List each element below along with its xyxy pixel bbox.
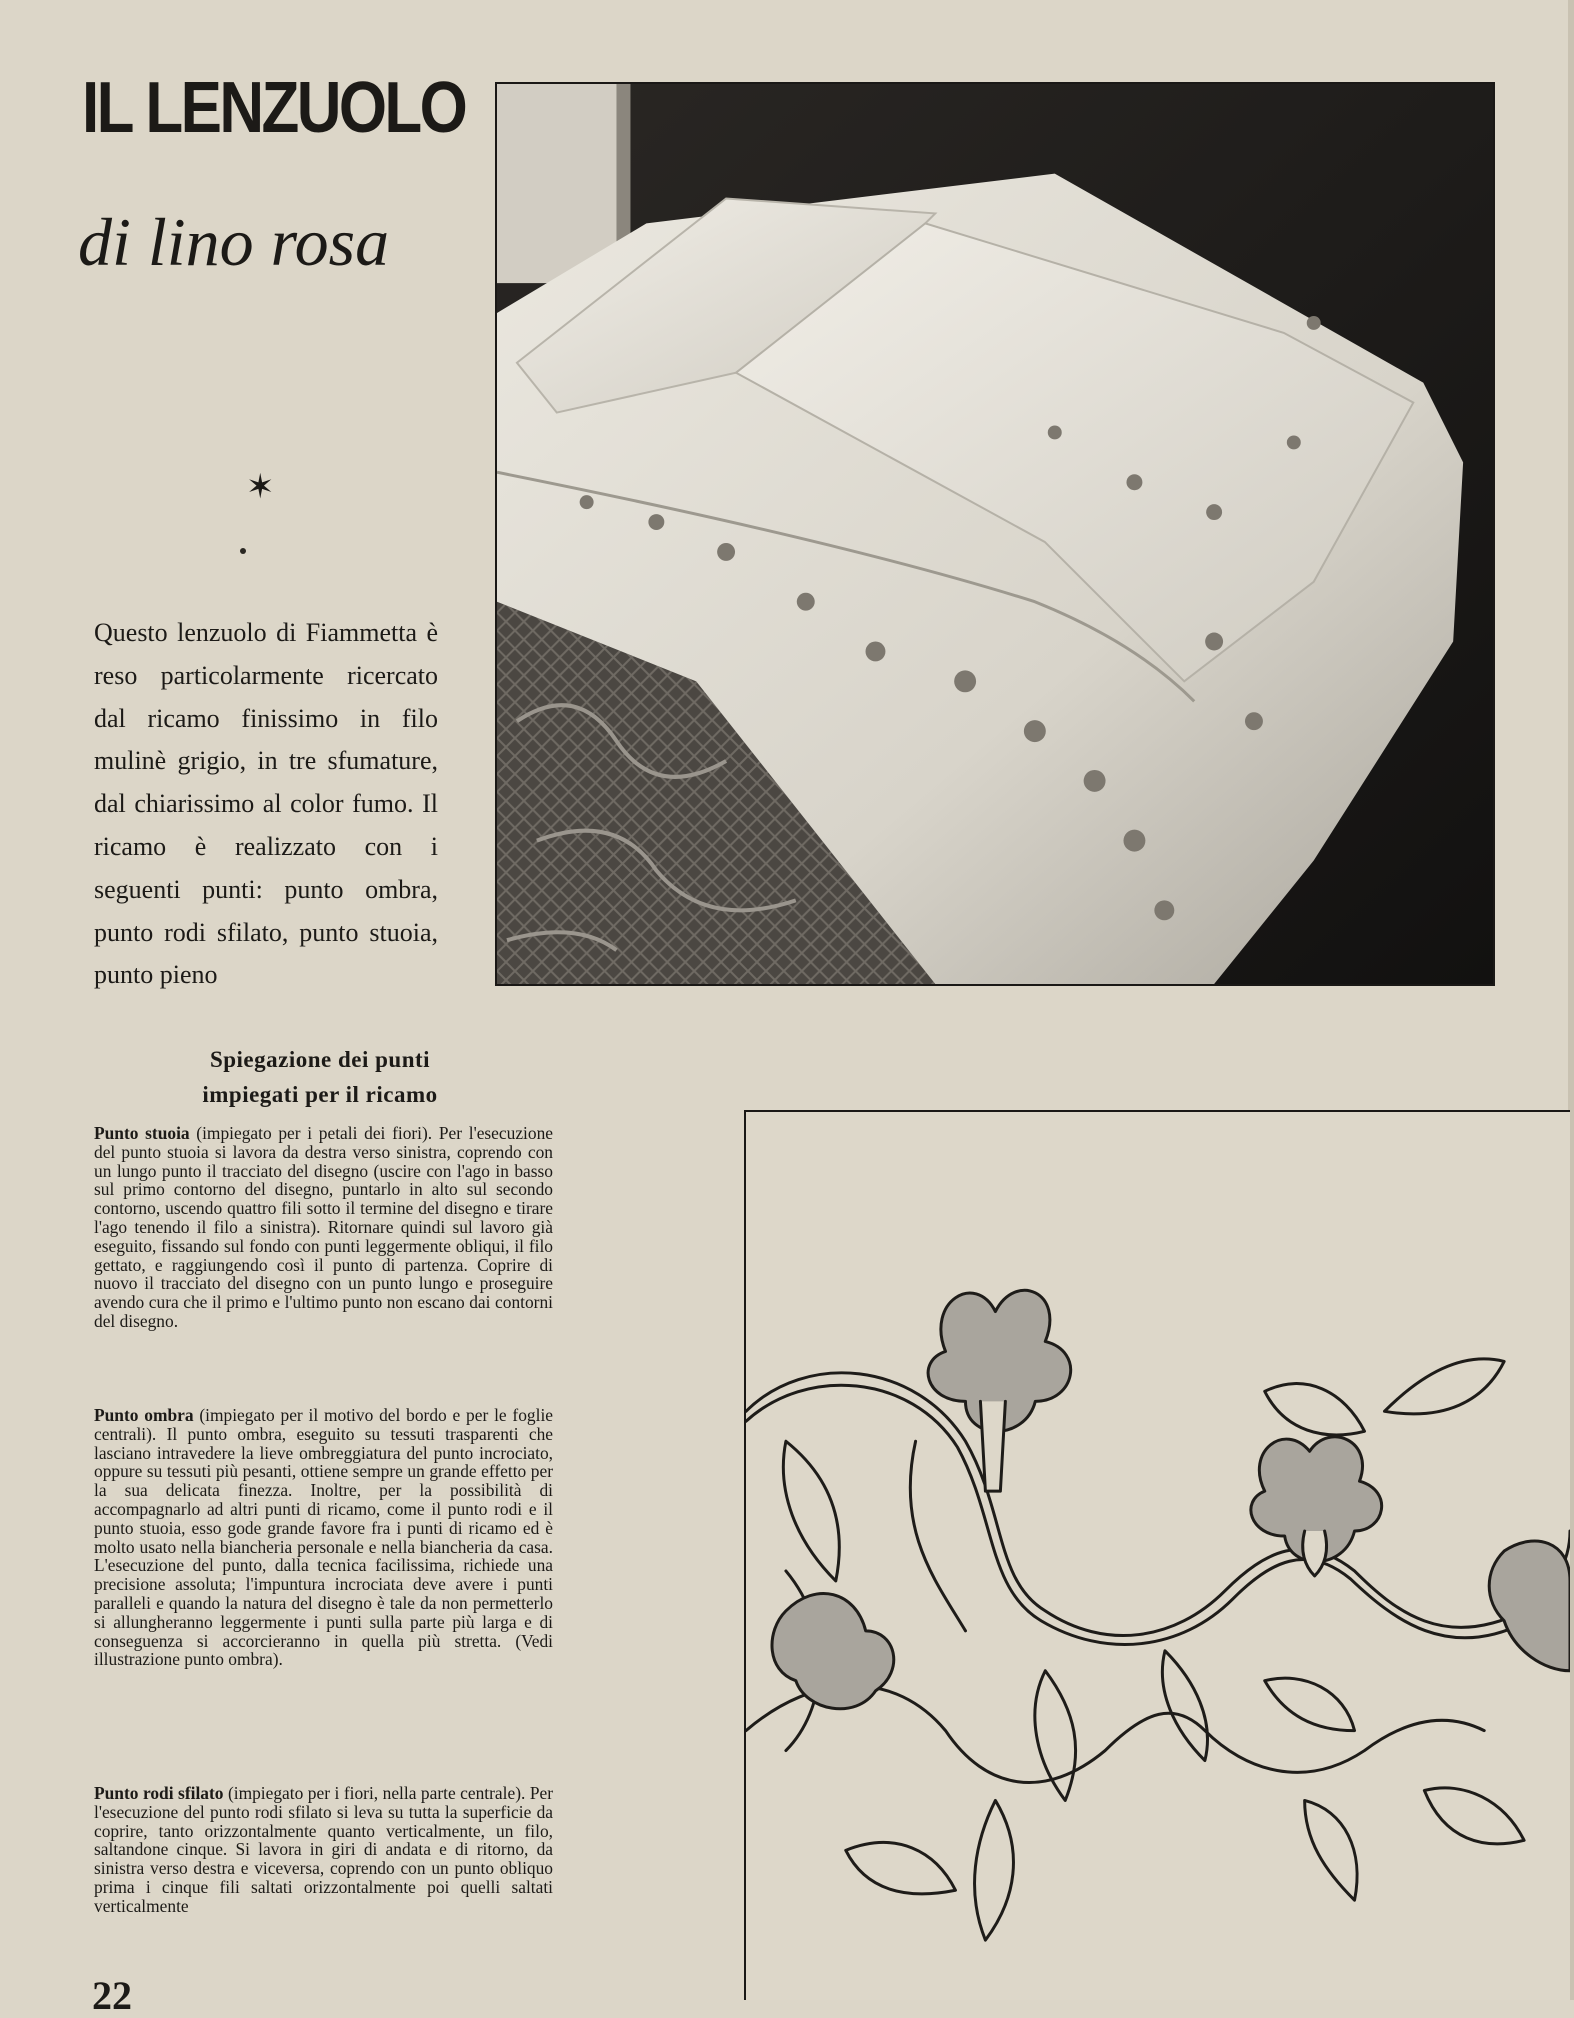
section-heading-line-2: impiegati per il ricamo bbox=[202, 1082, 438, 1107]
floral-border-pattern bbox=[746, 1112, 1570, 2000]
bed-sheet-photo bbox=[495, 82, 1495, 986]
text-punto-ombra: (impiegato per il motivo del bordo e per le foglie centrali). Il punto ombra, eseguito su tessuti trasparenti che lasciano intravedere la lieve ombreggiatura del punto incrociato, oppure su tessuti più pesanti, ottiene sempre un grande effetto per la sua delicata finezza. Inoltre, per la possibilità di accompagnarlo ad altri punti di ricamo, come il punto rodi e il punto stuoia, esso gode grande favore fra i punti di ricamo ed è molto usato nella biancheria personale e nella biancheria da casa. L'esecuzione del punto, dalla tecnica facilissima, richiede una precisione assoluta; l'impuntura incrociata deve avere i punti paralleli e quando la natura del disegno è tale da non permetterlo si allungheranno leggermente i punti sulla parte più larga e di conseguenza si accorcieranno in quella più stretta. (Vedi illustrazione punto ombra). bbox=[94, 1405, 553, 1670]
page-number: 22 bbox=[92, 1973, 132, 2018]
embroidery-pattern-drawing bbox=[744, 1110, 1570, 2000]
section-heading bbox=[140, 1042, 500, 1112]
asterisk-ornament-icon: ✶ bbox=[246, 467, 275, 507]
section-heading-line-1: Spiegazione dei punti bbox=[209, 1047, 431, 1072]
text-punto-stuoia: (impiegato per i petali dei fiori). Per l'esecuzione del punto stuoia si lavora da destra verso sinistra, coprendo con un lungo punto il tracciato del disegno (uscire con l'ago in basso sul primo contorno del disegno, puntarlo in alto sul secondo contorno, uscendo quattro fili sotto il termine del disegno e tirare l'ago tenendo il filo a sinistra). Ritornare quindi sul lavoro già eseguito, fissando sul fondo con punti leggermente obliqui, il filo gettato, e raggiungendo così il punto di partenza. Coprire di nuovo il tracciato del disegno con un punto lungo e proseguire avendo cura che il primo e l'ultimo punto non escano dai contorni del disegno. bbox=[94, 1123, 553, 1331]
bed-photo-illustration bbox=[497, 84, 1493, 984]
article-subtitle: di lino rosa bbox=[78, 204, 390, 280]
term-punto-stuoia: Punto stuoia bbox=[94, 1123, 190, 1143]
paragraph-punto-ombra bbox=[94, 1406, 553, 1669]
paragraph-punto-stuoia bbox=[94, 1124, 553, 1331]
paragraph-punto-rodi-sfilato bbox=[94, 1784, 553, 1916]
dot-ornament bbox=[240, 548, 246, 554]
article-title: IL LENZUOLO bbox=[82, 68, 466, 148]
term-punto-ombra: Punto ombra bbox=[94, 1405, 194, 1425]
intro-paragraph: Questo lenzuolo di Fiammetta è reso particolarmente ricercato dal ricamo finissimo in filo mulinè grigio, in tre sfumature, dal chiarissimo al color fumo. Il ricamo è realizzato con i seguenti punti: punto ombra, punto rodi sfilato, punto stuoia, punto pieno bbox=[94, 618, 438, 990]
term-punto-rodi-sfilato: Punto rodi sfilato bbox=[94, 1783, 224, 1803]
text-punto-rodi-sfilato: (impiegato per i fiori, nella parte centrale). Per l'esecuzione del punto rodi sfilato si leva su tutta la superficie da coprire, tanto orizzontalmente quanto verticalmente, un filo, saltandone cinque. Si lavora in giri di andata e di ritorno, da sinistra verso destra e viceversa, coprendo con un punto obliquo prima i cinque fili saltati orizzontalmente poi quelli saltati verticalmente bbox=[94, 1783, 554, 1916]
